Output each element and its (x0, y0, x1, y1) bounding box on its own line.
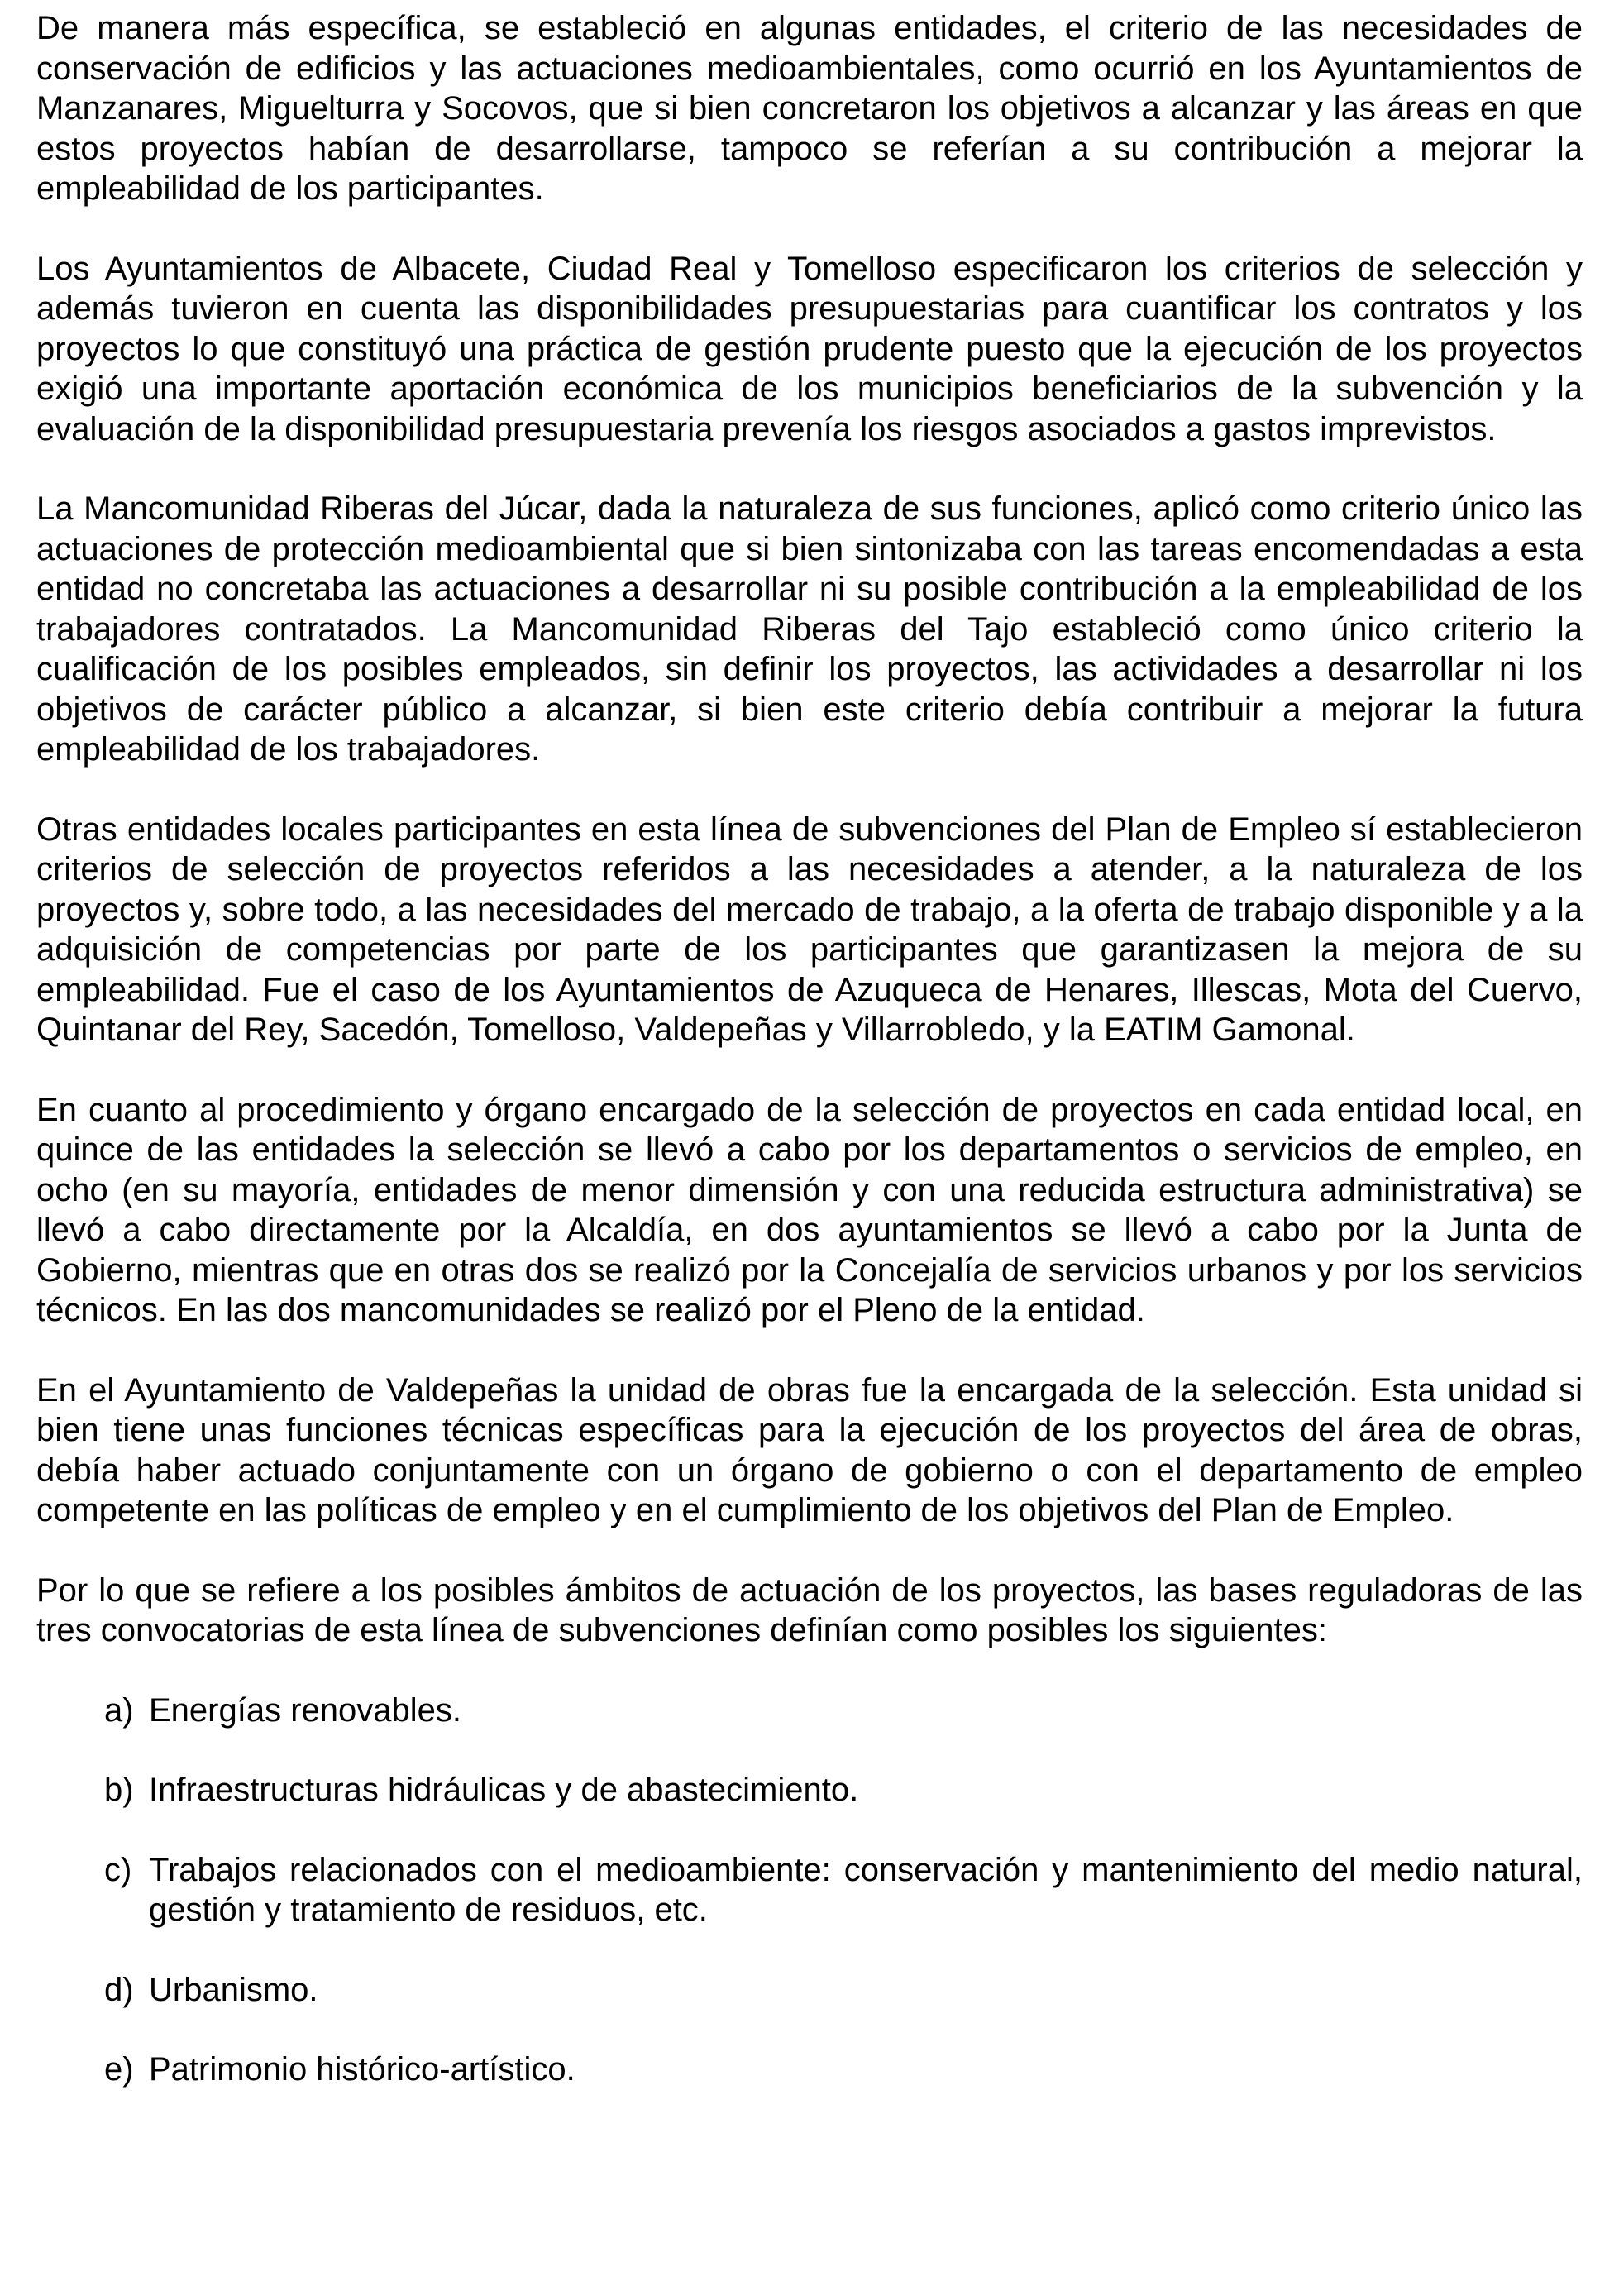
paragraph-mancomunidades: La Mancomunidad Riberas del Júcar, dada la naturaleza de sus funciones, aplicó como criterio único las actuaciones de protección medioambiental que si bien sintonizaba con las tareas encomendadas a esta entidad no concretaba las actuaciones a desarrollar ni su posible contribución a la empleabilidad de los trabajadores contratados. La Mancomunidad Riberas del Tajo estableció como único criterio la cualificación de los posibles empleados, sin definir los proyectos, las actividades a desarrollar ni los objetivos de carácter público a alcanzar, si bien este criterio debía contribuir a mejorar la futura empleabilidad de los trabajadores. (36, 490, 1583, 768)
list-marker: d) (104, 1971, 134, 2008)
list-item (36, 1770, 1583, 1810)
list-item-text: Patrimonio histórico-artístico. (149, 2051, 575, 2088)
paragraph-valdepenas: En el Ayuntamiento de Valdepeñas la unidad de obras fue la encargada de la selección. Esta unidad si bien tiene unas funciones técnicas específicas para la ejecución de los proyectos del área de obras, debía haber actuado conjuntamente con un órgano de gobierno o con el departamento de empleo competente en las políticas de empleo y en el cumplimiento de los objetivos del Plan de Empleo. (36, 1371, 1583, 1528)
paragraph-other-entities: Otras entidades locales participantes en esta línea de subvenciones del Plan de Empleo sí establecieron criterios de selección de proyectos referidos a las necesidades a atender, a la naturaleza de los proyectos y, sobre todo, a las necesidades del mercado de trabajo, a la oferta de trabajo disponible y a la adquisición de competencias por parte de los participantes que garantizasen la mejora de su empleabilidad. Fue el caso de los Ayuntamientos de Azuqueca de Henares, Illescas, Mota del Cuervo, Quintanar del Rey, Sacedón, Tomelloso, Valdepeñas y Villarrobledo, y la EATIM Gamonal. (36, 811, 1583, 1048)
paragraph-selection-procedure: En cuanto al procedimiento y órgano encargado de la selección de proyectos en cada entidad local, en quince de las entidades la selección se llevó a cabo por los departamentos o servicios de empleo, en ocho (en su mayoría, entidades de menor dimensión y con una reducida estructura administrativa) se llevó a cabo directamente por la Alcaldía, en dos ayuntamientos se llevó a cabo por la Junta de Gobierno, mientras que en otras dos se realizó por la Concejalía de servicios urbanos y por los servicios técnicos. En las dos mancomunidades se realizó por el Pleno de la entidad. (36, 1091, 1583, 1328)
paragraph-criteria-conservation: De manera más específica, se estableció en algunas entidades, el criterio de las necesidades de conservación de edificios y las actuaciones medioambientales, como ocurrió en los Ayuntamientos de Manzanares, Miguelturra y Socovos, que si bien concretaron los objetivos a alcanzar y las áreas en que estos proyectos habían de desarrollarse, tampoco se referían a su contribución a mejorar la empleabilidad de los participantes. (36, 10, 1583, 207)
list-marker: b) (104, 1772, 134, 1808)
paragraph-criteria-budget: Los Ayuntamientos de Albacete, Ciudad Real y Tomelloso especificaron los criterios de selección y además tuvieron en cuenta las disponibilidades presupuestarias para cuantificar los contratos y los proyectos lo que constituyó una práctica de gestión prudente puesto que la ejecución de los proyectos exigió una importante aportación económica de los municipios beneficiarios de la subvención y la evaluación de la disponibilidad presupuestaria prevenía los riesgos asociados a gastos imprevistos. (36, 250, 1583, 447)
paragraph-action-areas-intro: Por lo que se refiere a los posibles ámbitos de actuación de los proyectos, las bases reguladoras de las tres convocatorias de esta línea de subvenciones definían como posibles los siguientes: (36, 1571, 1583, 1648)
list-marker: a) (104, 1691, 134, 1729)
list-item (36, 1970, 1583, 2011)
list-item-text: Urbanismo. (149, 1971, 318, 2008)
action-areas-list (36, 1691, 1583, 2090)
list-item (36, 1691, 1583, 1731)
list-marker: c) (104, 1851, 132, 1888)
list-marker: e) (104, 2051, 134, 2088)
list-item (36, 1850, 1583, 1930)
list-item (36, 2050, 1583, 2090)
list-item-text: Infraestructuras hidráulicas y de abastecimiento. (149, 1772, 859, 1808)
document-page (36, 8, 1583, 2130)
list-item-text: Energías renovables. (149, 1691, 462, 1729)
list-item-text: Trabajos relacionados con el medioambiente: conservación y mantenimiento del medio natural, gestión y tratamiento de residuos, etc. (149, 1851, 1583, 1928)
